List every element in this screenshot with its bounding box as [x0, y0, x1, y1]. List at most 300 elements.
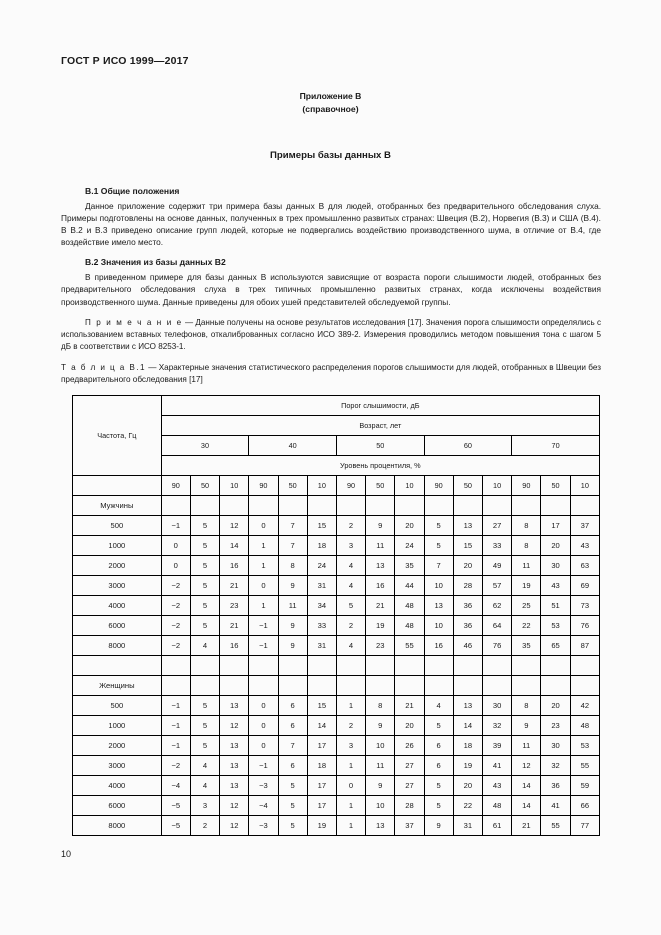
table-cell-value: 15: [307, 516, 336, 536]
table-cell-value: 7: [424, 556, 453, 576]
table-cell-value: 5: [190, 616, 219, 636]
table-header-percentile-40-90: 90: [249, 476, 278, 496]
table-cell-value: 61: [483, 816, 512, 836]
table-cell-value: 22: [512, 616, 541, 636]
table-cell-value: 77: [570, 816, 599, 836]
table-cell-value: 1: [249, 556, 278, 576]
table-cell-value: 65: [541, 636, 570, 656]
table-empty-cell: [190, 676, 219, 696]
table-header-row-percentiles: [73, 476, 600, 496]
table-cell-value: 5: [336, 596, 365, 616]
table-group-row: [73, 496, 600, 516]
table-empty-cell: [570, 496, 599, 516]
table-cell-value: 9: [424, 816, 453, 836]
table-cell-value: 8: [512, 536, 541, 556]
table-cell-value: 11: [512, 556, 541, 576]
table-cell-value: 20: [453, 776, 482, 796]
appendix-heading-line1: Приложение В: [299, 91, 362, 101]
table-row: [73, 696, 600, 716]
table-cell-value: 12: [220, 816, 249, 836]
table-cell-value: −2: [161, 576, 190, 596]
table-empty-cell: [424, 676, 453, 696]
table-cell-value: −1: [249, 636, 278, 656]
table-cell-value: 36: [453, 596, 482, 616]
table-cell-value: 17: [307, 776, 336, 796]
table-empty-cell: [395, 676, 424, 696]
table-cell-value: 48: [395, 616, 424, 636]
table-cell-value: 39: [483, 736, 512, 756]
table-cell-value: 22: [453, 796, 482, 816]
table-body: [73, 496, 600, 836]
table-cell-frequency: 1000: [73, 536, 162, 556]
table-header-age-title: Возраст, лет: [161, 416, 599, 436]
table-cell-value: 3: [336, 736, 365, 756]
table-cell-value: 36: [453, 616, 482, 636]
table-row: [73, 536, 600, 556]
table-row: [73, 716, 600, 736]
table-group-row: [73, 676, 600, 696]
table-cell-value: 66: [570, 796, 599, 816]
body-content: [61, 186, 601, 393]
table-cell-value: 53: [570, 736, 599, 756]
table-header-row-threshold: [73, 396, 600, 416]
table-cell-value: 31: [307, 636, 336, 656]
table-empty-cell: [249, 496, 278, 516]
table-row: [73, 616, 600, 636]
table-header-percentile-50-10: 10: [395, 476, 424, 496]
table-empty-cell: [336, 656, 365, 676]
table-empty-cell: [336, 496, 365, 516]
table-header-percentile-50-50: 50: [366, 476, 395, 496]
table-caption-text: Характерные значения статистического распределения порогов слышимости для людей, отобранных в Швеции без предварительного обследования [17]: [61, 362, 601, 385]
table-cell-value: 19: [366, 616, 395, 636]
table-cell-value: 16: [366, 576, 395, 596]
table-cell-value: 5: [190, 516, 219, 536]
table-cell-value: 73: [570, 596, 599, 616]
table-cell-value: 13: [220, 696, 249, 716]
table-empty-cell: [249, 656, 278, 676]
table-cell-value: 2: [190, 816, 219, 836]
table-empty-cell: [278, 676, 307, 696]
table-cell-value: 23: [220, 596, 249, 616]
table-empty-cell: [73, 656, 162, 676]
table-header-percentile-70-10: 10: [570, 476, 599, 496]
table-cell-value: 6: [278, 716, 307, 736]
table-row: [73, 596, 600, 616]
table-cell-value: 63: [570, 556, 599, 576]
table-empty-cell: [366, 496, 395, 516]
note-label: П р и м е ч а н и е: [85, 317, 183, 327]
table-header-percentile-40-50: 50: [278, 476, 307, 496]
table-cell-value: 28: [453, 576, 482, 596]
table-empty-cell: [220, 676, 249, 696]
table-cell-value: 5: [190, 716, 219, 736]
table-header-percentile-60-90: 90: [424, 476, 453, 496]
table-cell-value: 17: [307, 796, 336, 816]
table-cell-value: 36: [541, 776, 570, 796]
table-empty-cell: [541, 656, 570, 676]
table-cell-value: 18: [307, 756, 336, 776]
table-cell-value: 14: [453, 716, 482, 736]
table-cell-value: 20: [453, 556, 482, 576]
table-empty-cell: [220, 656, 249, 676]
table-empty-cell: [307, 676, 336, 696]
table-cell-value: 26: [395, 736, 424, 756]
table-cell-value: 14: [512, 776, 541, 796]
table-header-frequency: Частота, Гц: [73, 396, 162, 476]
table-cell-value: 4: [424, 696, 453, 716]
table-empty-cell: [424, 496, 453, 516]
table-cell-value: 76: [570, 616, 599, 636]
table-cell-value: −4: [249, 796, 278, 816]
table-cell-value: 11: [366, 536, 395, 556]
table-cell-frequency: 4000: [73, 776, 162, 796]
table-cell-value: 48: [395, 596, 424, 616]
table-cell-value: 13: [220, 756, 249, 776]
table-cell-value: 5: [278, 776, 307, 796]
table-group-label: Мужчины: [73, 496, 162, 516]
table-cell-value: 0: [249, 696, 278, 716]
table-cell-value: −3: [249, 776, 278, 796]
note-text: Данные получены на основе результатов исследования [17]. Значения порога слышимости определялись с использованием вставных телефонов, откалиброванных согласно ИСО 389-2. Измерения проводились методом повышения тона с шагом 5 дБ в соответствии с ИСО 8253-1.: [61, 317, 602, 351]
table-cell-value: 19: [512, 576, 541, 596]
table-cell-value: 21: [512, 816, 541, 836]
table-cell-value: 43: [570, 536, 599, 556]
table-cell-frequency: 6000: [73, 616, 162, 636]
table-row: [73, 556, 600, 576]
table-empty-cell: [512, 656, 541, 676]
table-cell-value: 9: [278, 636, 307, 656]
table-cell-value: 41: [483, 756, 512, 776]
table-cell-value: 1: [249, 536, 278, 556]
table-cell-value: 0: [161, 556, 190, 576]
table-empty-cell: [483, 676, 512, 696]
table-cell-value: 87: [570, 636, 599, 656]
table-cell-value: −1: [249, 616, 278, 636]
table-cell-value: 5: [190, 696, 219, 716]
table-cell-value: −1: [161, 716, 190, 736]
table-cell-value: 10: [366, 736, 395, 756]
table-cell-value: 21: [220, 616, 249, 636]
table-cell-value: 5: [190, 576, 219, 596]
table-cell-value: 1: [249, 596, 278, 616]
table-cell-value: 4: [336, 636, 365, 656]
table-cell-value: −1: [161, 736, 190, 756]
table-cell-value: 0: [336, 776, 365, 796]
table-cell-value: 5: [190, 536, 219, 556]
table-empty-cell: [512, 676, 541, 696]
table-header-age-50: 50: [336, 436, 424, 456]
table-cell-value: 0: [249, 716, 278, 736]
table-row: [73, 516, 600, 536]
table-cell-frequency: 2000: [73, 736, 162, 756]
table-row: [73, 576, 600, 596]
table-header-percentile-title: Уровень процентиля, %: [161, 456, 599, 476]
table-cell-value: 11: [366, 756, 395, 776]
section-b1-paragraph: Данное приложение содержит три примера базы данных В для людей, отобранных без предварительного обследования слуха. Примеры подготовлены на основе данных, полученных в трех промышленно развитых странах: Швеция (В.2), Норвегия (В.3) и США (В.4). В В.2 и В.3 приведено описание групп людей, которые не подвергались воздействию производственного шума, в отличие от В.4, где воздействие имело место.: [61, 201, 601, 248]
table-cell-value: 5: [424, 536, 453, 556]
table-empty-cell: [336, 676, 365, 696]
table-header-age-40: 40: [249, 436, 337, 456]
table-cell-value: 33: [483, 536, 512, 556]
table-cell-value: 3: [190, 796, 219, 816]
table-cell-value: 34: [307, 596, 336, 616]
table-cell-frequency: 500: [73, 516, 162, 536]
table-row: [73, 756, 600, 776]
table-cell-value: 15: [307, 696, 336, 716]
table-cell-frequency: 3000: [73, 756, 162, 776]
table-cell-value: 16: [220, 556, 249, 576]
table-cell-value: 53: [541, 616, 570, 636]
table-cell-value: 17: [307, 736, 336, 756]
table-empty-cell: [161, 496, 190, 516]
table-cell-value: 13: [366, 556, 395, 576]
table-cell-value: 6: [424, 736, 453, 756]
table-cell-frequency: 8000: [73, 636, 162, 656]
table-header-age-60: 60: [424, 436, 512, 456]
table-empty-cell: [366, 656, 395, 676]
table-cell-value: 1: [336, 756, 365, 776]
table-empty-cell: [395, 496, 424, 516]
table-cell-value: 4: [190, 636, 219, 656]
table-cell-value: 6: [424, 756, 453, 776]
table-cell-value: 0: [249, 576, 278, 596]
table-cell-value: 13: [424, 596, 453, 616]
table-cell-value: 19: [307, 816, 336, 836]
hearing-threshold-table: [72, 395, 600, 836]
table-cell-value: 17: [541, 516, 570, 536]
page-header-standard-id: ГОСТ Р ИСО 1999—2017: [61, 55, 189, 67]
table-cell-value: 20: [395, 516, 424, 536]
table-cell-value: 7: [278, 736, 307, 756]
table-cell-value: 9: [366, 776, 395, 796]
table-cell-value: 25: [512, 596, 541, 616]
table-header-percentile-30-50: 50: [190, 476, 219, 496]
table-empty-cell: [424, 656, 453, 676]
table-cell-value: 5: [424, 796, 453, 816]
appendix-heading: [0, 90, 661, 115]
table-cell-value: 27: [395, 776, 424, 796]
note-dash: —: [182, 317, 196, 327]
table-cell-value: 42: [570, 696, 599, 716]
table-cell-value: 4: [190, 776, 219, 796]
table-cell-value: 5: [278, 796, 307, 816]
table-group-label: Женщины: [73, 676, 162, 696]
table-cell-value: 2: [336, 516, 365, 536]
table-header-percentile-30-90: 90: [161, 476, 190, 496]
table-cell-value: 0: [161, 536, 190, 556]
table-cell-value: 13: [366, 816, 395, 836]
table-cell-frequency: 6000: [73, 796, 162, 816]
table-cell-value: 23: [366, 636, 395, 656]
table-cell-value: 5: [278, 816, 307, 836]
table-empty-cell: [278, 496, 307, 516]
table-empty-cell: [541, 676, 570, 696]
table-cell-value: 49: [483, 556, 512, 576]
table-cell-value: 12: [220, 796, 249, 816]
section-heading-b1: В.1 Общие положения: [85, 186, 180, 196]
table-cell-value: 21: [366, 596, 395, 616]
table-cell-value: 5: [424, 716, 453, 736]
table-cell-value: 21: [220, 576, 249, 596]
table-header-percentile-40-10: 10: [307, 476, 336, 496]
table-empty-cell: [249, 676, 278, 696]
table-caption-label: Т а б л и ц а В.1: [61, 362, 146, 372]
table-cell-value: 2: [336, 716, 365, 736]
table-empty-cell: [453, 496, 482, 516]
table-cell-value: 18: [453, 736, 482, 756]
table-empty-cell: [512, 496, 541, 516]
table-header-percentile-50-90: 90: [336, 476, 365, 496]
table-cell-value: 16: [424, 636, 453, 656]
page-title: Примеры базы данных В: [270, 150, 391, 161]
table-cell-value: −5: [161, 796, 190, 816]
table-head: [73, 396, 600, 496]
table-header-spacer: [73, 476, 162, 496]
table-cell-value: 0: [249, 736, 278, 756]
table-cell-value: 7: [278, 516, 307, 536]
table-empty-cell: [278, 656, 307, 676]
table-header-percentile-60-50: 50: [453, 476, 482, 496]
table-empty-cell: [307, 496, 336, 516]
table-cell-value: 30: [541, 736, 570, 756]
table-cell-value: 31: [453, 816, 482, 836]
table-cell-value: 1: [336, 816, 365, 836]
table-cell-value: 30: [541, 556, 570, 576]
table-cell-value: −4: [161, 776, 190, 796]
table-cell-value: 64: [483, 616, 512, 636]
table-cell-value: 11: [278, 596, 307, 616]
table-cell-value: 6: [278, 756, 307, 776]
table-empty-cell: [541, 496, 570, 516]
table-cell-value: 23: [541, 716, 570, 736]
table-cell-value: 5: [190, 556, 219, 576]
table-cell-value: 5: [424, 776, 453, 796]
table-empty-cell: [190, 496, 219, 516]
table-cell-value: 14: [307, 716, 336, 736]
table-cell-value: 5: [190, 596, 219, 616]
table-cell-value: 2: [336, 616, 365, 636]
table-cell-value: 16: [220, 636, 249, 656]
table-row: [73, 816, 600, 836]
table-empty-cell: [161, 676, 190, 696]
table-cell-value: −1: [249, 756, 278, 776]
table-cell-value: 10: [424, 576, 453, 596]
appendix-heading-line2: (справочное): [302, 103, 359, 114]
table-header-age-30: 30: [161, 436, 249, 456]
table-cell-value: 13: [220, 736, 249, 756]
table-cell-value: 7: [278, 536, 307, 556]
table-cell-frequency: 8000: [73, 816, 162, 836]
table-cell-value: 9: [278, 616, 307, 636]
table-cell-value: 0: [249, 516, 278, 536]
table-cell-value: 12: [220, 516, 249, 536]
table-cell-value: 59: [570, 776, 599, 796]
table-spacer-row: [73, 656, 600, 676]
table-header-percentile-60-10: 10: [483, 476, 512, 496]
table-cell-value: 8: [366, 696, 395, 716]
table-caption-dash: —: [145, 362, 159, 372]
table-cell-value: 1: [336, 696, 365, 716]
table-cell-value: 37: [395, 816, 424, 836]
table-cell-value: 5: [190, 736, 219, 756]
table-empty-cell: [453, 676, 482, 696]
table-empty-cell: [570, 656, 599, 676]
table-cell-value: −2: [161, 636, 190, 656]
table-cell-value: 55: [541, 816, 570, 836]
table-cell-value: 20: [541, 536, 570, 556]
table-cell-value: 19: [453, 756, 482, 776]
table-header-age-70: 70: [512, 436, 600, 456]
table-cell-value: 18: [307, 536, 336, 556]
table-header-percentile-70-50: 50: [541, 476, 570, 496]
table-cell-value: 44: [395, 576, 424, 596]
page-number: 10: [61, 849, 72, 859]
table-empty-cell: [453, 656, 482, 676]
table-empty-cell: [190, 656, 219, 676]
table-cell-value: 6: [278, 696, 307, 716]
table-cell-value: 13: [220, 776, 249, 796]
table-cell-frequency: 3000: [73, 576, 162, 596]
table-cell-value: 4: [190, 756, 219, 776]
table-cell-value: 43: [483, 776, 512, 796]
table-cell-value: 9: [366, 716, 395, 736]
table-cell-value: 1: [336, 796, 365, 816]
table-cell-value: 48: [570, 716, 599, 736]
table-cell-frequency: 500: [73, 696, 162, 716]
table-empty-cell: [395, 656, 424, 676]
table-cell-value: 20: [541, 696, 570, 716]
table-cell-value: 4: [336, 576, 365, 596]
table-cell-value: 24: [307, 556, 336, 576]
table-cell-value: 8: [512, 696, 541, 716]
table-row: [73, 796, 600, 816]
table-cell-value: 13: [453, 516, 482, 536]
table-cell-value: 11: [512, 736, 541, 756]
table-cell-value: 14: [512, 796, 541, 816]
table-header-percentile-30-10: 10: [220, 476, 249, 496]
table-cell-value: 30: [483, 696, 512, 716]
table-cell-value: −1: [161, 516, 190, 536]
table-cell-value: 9: [512, 716, 541, 736]
table-cell-value: 4: [336, 556, 365, 576]
table-cell-value: 3: [336, 536, 365, 556]
table-cell-value: −2: [161, 596, 190, 616]
table-cell-value: 33: [307, 616, 336, 636]
section-b2-paragraph: В приведенном примере для базы данных В используются зависящие от возраста пороги слышимости людей, отобранных без предварительного обследования слуха в трех типичных промышленно развитых странах, когда исключены воздействия производственного шума. Данные приведены для обоих ушей представителей обследуемой группы.: [61, 272, 601, 307]
table-cell-value: −5: [161, 816, 190, 836]
table-cell-value: 12: [220, 716, 249, 736]
table-cell-value: 10: [424, 616, 453, 636]
table-cell-value: 32: [483, 716, 512, 736]
table-cell-value: 10: [366, 796, 395, 816]
table-cell-value: −3: [249, 816, 278, 836]
table-empty-cell: [483, 496, 512, 516]
table-cell-value: 14: [220, 536, 249, 556]
table-cell-value: 76: [483, 636, 512, 656]
table-row: [73, 636, 600, 656]
table-cell-value: 35: [395, 556, 424, 576]
table-empty-cell: [366, 676, 395, 696]
section-heading-b2: В.2 Значения из базы данных В2: [85, 257, 226, 268]
table-cell-value: 62: [483, 596, 512, 616]
table-cell-frequency: 1000: [73, 716, 162, 736]
table-cell-value: 46: [453, 636, 482, 656]
table-cell-value: 28: [395, 796, 424, 816]
table-empty-cell: [570, 676, 599, 696]
table-cell-value: 8: [512, 516, 541, 536]
table-cell-value: 37: [570, 516, 599, 536]
